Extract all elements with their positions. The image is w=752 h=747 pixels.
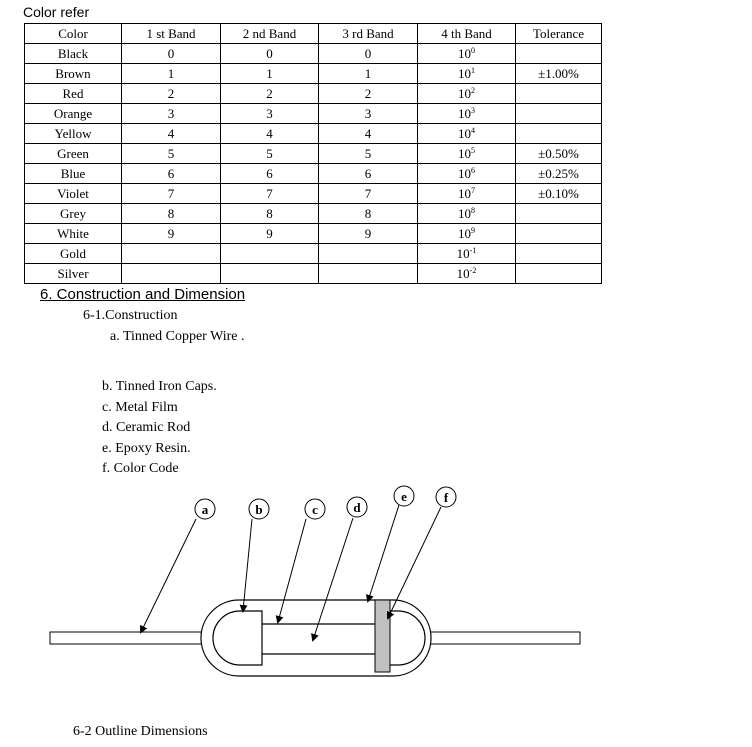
multiplier-base: 10 xyxy=(458,106,471,121)
header-band-4: 4 th Band xyxy=(418,24,516,44)
cell-tolerance: ±1.00% xyxy=(516,64,602,84)
multiplier-exponent: 3 xyxy=(471,106,475,115)
cell-color: Brown xyxy=(25,64,122,84)
callout-line-f xyxy=(388,507,441,618)
multiplier-base: 10 xyxy=(456,246,470,261)
multiplier-exponent: 5 xyxy=(471,146,475,155)
cell-band-3: 2 xyxy=(319,84,418,104)
cell-color: Black xyxy=(25,44,122,64)
table-caption: Color refer xyxy=(23,4,90,20)
part-item-d: d. Ceramic Rod xyxy=(102,420,191,435)
cell-band-2: 5 xyxy=(221,144,319,164)
cell-band-3: 7 xyxy=(319,184,418,204)
header-band-3: 3 rd Band xyxy=(319,24,418,44)
cell-band-1: 4 xyxy=(122,124,221,144)
callout-f xyxy=(436,487,456,507)
multiplier-base: 10 xyxy=(456,266,470,281)
multiplier-base: 10 xyxy=(458,66,471,81)
multiplier-exponent: 2 xyxy=(471,86,475,95)
part-item-c: c. Metal Film xyxy=(102,400,178,415)
multiplier-exponent: 7 xyxy=(471,186,475,195)
right-lead-wire xyxy=(428,632,580,644)
cell-band-1: 5 xyxy=(122,144,221,164)
cell-band-1: 3 xyxy=(122,104,221,124)
callout-d xyxy=(347,497,367,517)
callout-e-label: e xyxy=(401,489,407,504)
callout-a xyxy=(195,499,215,519)
cell-band-2: 1 xyxy=(221,64,319,84)
cell-band-2: 6 xyxy=(221,164,319,184)
multiplier-base: 10 xyxy=(458,126,471,141)
cell-band-1: 0 xyxy=(122,44,221,64)
cell-band-1: 7 xyxy=(122,184,221,204)
cell-band-2: 7 xyxy=(221,184,319,204)
callout-f-label: f xyxy=(443,490,449,505)
multiplier-base: 10 xyxy=(458,206,471,221)
header-tolerance: Tolerance xyxy=(516,24,602,44)
multiplier-exponent: 0 xyxy=(471,46,475,55)
cell-tolerance: ±0.50% xyxy=(516,144,602,164)
multiplier-base: 10 xyxy=(458,166,471,181)
multiplier-base: 10 xyxy=(458,46,471,61)
cell-band-3: 5 xyxy=(319,144,418,164)
cell-band-1: 6 xyxy=(122,164,221,184)
multiplier-exponent: 6 xyxy=(471,166,475,175)
multiplier-base: 10 xyxy=(458,186,471,201)
construction-subtitle: 6-1.Construction xyxy=(83,308,178,323)
cell-band-1: 1 xyxy=(122,64,221,84)
left-lead-wire xyxy=(50,632,205,644)
cell-tolerance: ±0.25% xyxy=(516,164,602,184)
cell-color: Gold xyxy=(25,244,122,264)
cell-color: Red xyxy=(25,84,122,104)
section-heading: 6. Construction and Dimension xyxy=(40,286,246,303)
callout-line-b xyxy=(243,519,252,611)
multiplier-base: 10 xyxy=(458,146,471,161)
cell-band-3: 9 xyxy=(319,224,418,244)
callout-c-label: c xyxy=(312,502,318,517)
multiplier-exponent: -1 xyxy=(469,246,477,255)
cell-band-1: 8 xyxy=(122,204,221,224)
cell-band-2: 2 xyxy=(221,84,319,104)
cell-color: Green xyxy=(25,144,122,164)
multiplier-exponent: 8 xyxy=(471,206,475,215)
cell-color: White xyxy=(25,224,122,244)
cell-color: Yellow xyxy=(25,124,122,144)
outline-dimensions-subtitle: 6-2 Outline Dimensions xyxy=(73,724,208,739)
header-color: Color xyxy=(25,24,122,44)
cell-band-1: 9 xyxy=(122,224,221,244)
cell-color: Silver xyxy=(25,264,122,284)
callout-c xyxy=(305,499,325,519)
callout-d-label: d xyxy=(353,500,361,515)
multiplier-exponent: 9 xyxy=(471,226,475,235)
cell-band-3: 6 xyxy=(319,164,418,184)
header-band-2: 2 nd Band xyxy=(221,24,319,44)
multiplier-base: 10 xyxy=(458,226,471,241)
multiplier-exponent: 4 xyxy=(471,126,475,135)
callout-b xyxy=(249,499,269,519)
multiplier-base: 10 xyxy=(458,86,471,101)
cell-band-2: 0 xyxy=(221,44,319,64)
cell-band-2: 8 xyxy=(221,204,319,224)
cell-band-1: 2 xyxy=(122,84,221,104)
cell-band-2: 4 xyxy=(221,124,319,144)
callout-line-e xyxy=(368,505,399,601)
part-item-f: f. Color Code xyxy=(102,461,179,476)
part-item-a: a. Tinned Copper Wire . xyxy=(110,329,245,344)
cell-band-3: 0 xyxy=(319,44,418,64)
callout-line-a xyxy=(141,519,196,632)
left-tinned-cap xyxy=(213,611,262,665)
multiplier-exponent: -2 xyxy=(469,266,477,275)
cell-color: Violet xyxy=(25,184,122,204)
cell-band-3: 8 xyxy=(319,204,418,224)
callout-b-label: b xyxy=(255,502,263,517)
cell-tolerance: ±0.10% xyxy=(516,184,602,204)
header-band-1: 1 st Band xyxy=(122,24,221,44)
cell-color: Grey xyxy=(25,204,122,224)
callout-a-label: a xyxy=(201,502,209,517)
color-code-band xyxy=(375,600,390,672)
cell-band-3: 3 xyxy=(319,104,418,124)
cell-band-3: 4 xyxy=(319,124,418,144)
cell-band-2: 9 xyxy=(221,224,319,244)
cell-band-2: 3 xyxy=(221,104,319,124)
multiplier-exponent: 1 xyxy=(471,66,475,75)
cell-color: Blue xyxy=(25,164,122,184)
part-item-e: e. Epoxy Resin. xyxy=(102,441,191,456)
cell-color: Orange xyxy=(25,104,122,124)
cell-band-3: 1 xyxy=(319,64,418,84)
part-item-b: b. Tinned Iron Caps. xyxy=(102,379,217,394)
callout-e xyxy=(394,486,414,506)
